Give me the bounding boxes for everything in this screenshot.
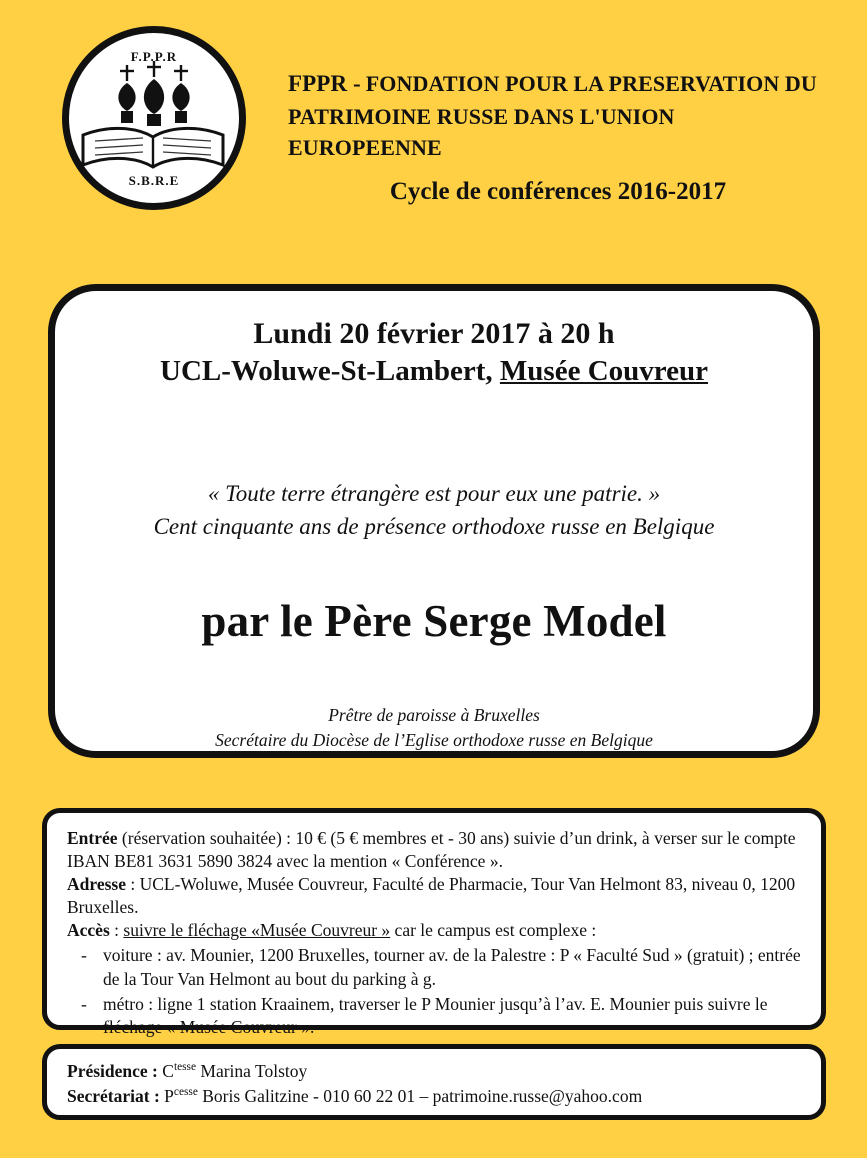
poster-header (0, 0, 867, 250)
conference-quote: « Toute terre étrangère est pour eux une patrie. » (207, 480, 661, 506)
event-date: Lundi 20 février 2017 à 20 h (253, 317, 615, 350)
info-acces-text-pre: : (109, 920, 124, 941)
list-item: - métro : ligne 1 station Kraainem, traverser le P Mounier jusqu’à l’av. E. Mounier puis suivre le fléchage « Musée Couvreur ». (67, 993, 801, 1039)
logo-top-text: F.P.P.R (130, 49, 178, 64)
event-venue-prefix: UCL-Woluwe-St-Lambert, (160, 355, 500, 388)
fppr-logo (62, 26, 246, 210)
secretariat-suffix: cesse (173, 1086, 198, 1099)
logo-bottom-text: S.B.R.E (128, 173, 180, 188)
event-venue-highlight: Musée Couvreur (499, 355, 708, 388)
info-adresse (67, 873, 801, 919)
info-acces-underlined: suivre le fléchage «Musée Couvreur » (123, 920, 391, 941)
secretariat-line (67, 1084, 801, 1109)
info-entree-text: (réservation souhaitée) : 10 € (5 € membres et - 30 ans) suivie d’un drink, à verser sur le compte IBAN BE81 3631 5890 3824 avec la mention « Conférence ». (67, 828, 796, 872)
info-entree-label: Entrée (67, 828, 118, 848)
speaker-role-line1: Prêtre de paroisse à Bruxelles (328, 705, 540, 726)
info-adresse-label: Adresse (67, 874, 126, 895)
contact-box (42, 1044, 826, 1120)
presidence-label: Présidence : (67, 1061, 158, 1081)
organization-title (288, 68, 828, 164)
organization-name-line1: FONDATION POUR LA PRESERVATION DU (365, 71, 817, 96)
secretariat-prefix: P (164, 1085, 174, 1106)
orthodox-church-book-logo-icon (69, 61, 239, 177)
presidence-prefix: C (162, 1061, 174, 1081)
list-item: - voiture : av. Mounier, 1200 Bruxelles, tourner av. de la Palestre : P « Faculté Sud » (gratuit) ; entrée de la Tour Van Helmont au bout du parking à g. (67, 944, 801, 990)
practical-info-box (42, 808, 826, 1037)
event-venue (55, 353, 813, 390)
presidence-name: Marina Tolstoy (196, 1061, 308, 1081)
conference-subtitle: Cent cinquante ans de présence orthodoxe russe en Belgique (153, 513, 715, 539)
info-adresse-text: : UCL-Woluwe, Musée Couvreur, Faculté de Pharmacie, Tour Van Helmont 83, niveau 0, 1200 Bruxelles. (67, 874, 796, 918)
info-acces-text-post: car le campus est complexe : (390, 920, 597, 941)
cycle-title: Cycle de conférences 2016-2017 (389, 178, 727, 205)
info-acces-label: Accès (67, 920, 110, 941)
event-card (48, 284, 820, 758)
info-entree (67, 827, 801, 873)
access-bullet-list (67, 944, 801, 1038)
presidence-suffix: tesse (173, 1061, 197, 1074)
secretariat-label: Secrétariat : (67, 1085, 160, 1106)
organization-name-line2: PATRIMOINE RUSSE DANS L'UNION EUROPEENNE (288, 103, 675, 161)
presidence-line (67, 1059, 801, 1084)
secretariat-contact: Boris Galitzine - 010 60 22 01 – patrimoine.russe@yahoo.com (197, 1085, 643, 1106)
speaker-name: par le Père Serge Model (201, 596, 667, 647)
organization-abbreviation: FPPR - (288, 71, 361, 96)
speaker-role-line2: Secrétaire du Diocèse de l’Eglise orthodoxe russe en Belgique (215, 729, 653, 750)
info-acces (67, 919, 801, 942)
